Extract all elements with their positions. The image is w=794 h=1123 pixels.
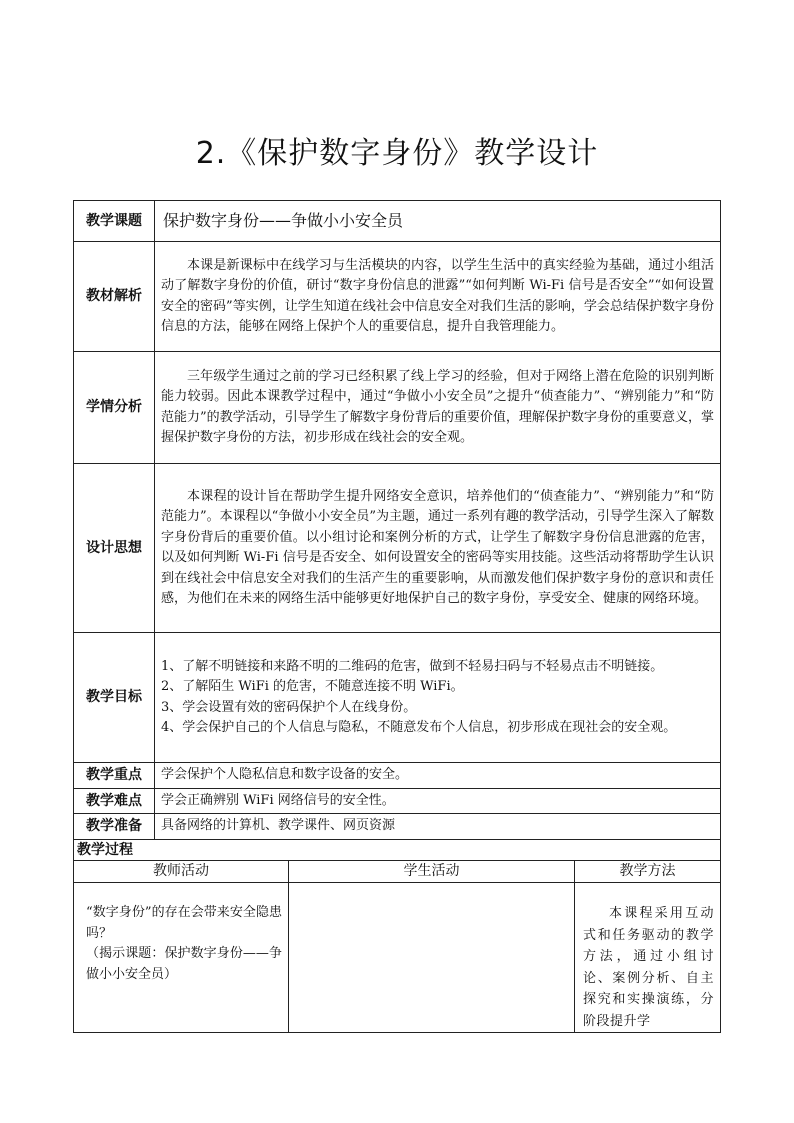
design-value: 本课程的设计旨在帮助学生提升网络安全意识，培养他们的“侦查能力”、“辨别能力”和“防范能力”。本课程以“争做小小安全员”为主题，通过一系列有趣的教学活动，引导学生深入了解数字身份背后的重要价值。以小组讨论和案例分析的方式，让学生了解数字身份信息泄露的危害，以及如何判断 Wi-Fi 信号是否安全、如何设置安全的密码等实用技能。这些活动将帮助学生认识到在线社会中信息安全对我们的生活产生的重要影响，从而激发他们保护数字身份的意识和责任感，为他们在未来的网络生活中能够更好地保护自己的数字身份，享受安全、健康的网络环境。 bbox=[155, 464, 721, 633]
key-value: 学会保护个人隐私信息和数字设备的安全。 bbox=[155, 763, 721, 789]
row-topic bbox=[74, 201, 721, 242]
teacher-activity: “数字身份”的存在会带来安全隐患吗？ （揭示课题：保护数字身份——争做小小安全员） bbox=[74, 883, 289, 1033]
student-activity-header: 学生活动 bbox=[289, 861, 575, 883]
lesson-plan-table bbox=[73, 200, 721, 1033]
teaching-method-header: 教学方法 bbox=[575, 861, 721, 883]
goal-item: 4、学会保护自己的个人信息与隐私，不随意发布个人信息，初步形成在现社会的安全观。 bbox=[161, 720, 677, 735]
topic-label: 教学课题 bbox=[74, 201, 155, 242]
row-difficulty bbox=[74, 788, 721, 814]
prep-value: 具备网络的计算机、教学课件、网页资源 bbox=[155, 814, 721, 840]
student-activity bbox=[289, 883, 575, 1033]
row-prep bbox=[74, 814, 721, 840]
teaching-method: 本课程采用互动式和任务驱动的教学方法，通过小组讨论、案例分析、自主探究和实操演练，分阶段提升学 bbox=[575, 883, 721, 1033]
students-value: 三年级学生通过之前的学习已经积累了线上学习的经验，但对于网络上潜在危险的识别判断能力较弱。因此本课教学过程中，通过“争做小小安全员”之提升“侦查能力”、“辨别能力”和“防范能力”的教学活动，引导学生了解数字身份背后的重要价值，理解保护数字身份的重要意义，掌握保护数字身份的方法，初步形成在线社会的安全观。 bbox=[155, 352, 721, 464]
document-title: 2.《保护数字身份》教学设计 bbox=[195, 136, 599, 171]
goal-item: 3、学会设置有效的密码保护个人在线身份。 bbox=[161, 699, 417, 715]
goal-item: 2、了解陌生 WiFi 的危害，不随意连接不明 WiFi。 bbox=[161, 679, 464, 694]
teacher-activity-header: 教师活动 bbox=[74, 861, 289, 883]
row-process-headers bbox=[74, 861, 721, 883]
goals-list bbox=[155, 633, 721, 763]
material-label: 教材解析 bbox=[74, 242, 155, 352]
row-key bbox=[74, 763, 721, 789]
design-label: 设计思想 bbox=[74, 464, 155, 633]
topic-value: 保护数字身份——争做小小安全员 bbox=[155, 201, 721, 242]
material-value: 本课是新课标中在线学习与生活模块的内容，以学生生活中的真实经验为基础，通过小组活动了解数字身份的价值，研讨“数字身份信息的泄露”“如何判断 Wi-Fi 信号是否安全”“如何设置安全的密码”等实例，让学生知道在线社会中信息安全对我们生活的影响，学会总结保护数字身份信息的方法，能够在网络上保护个人的重要信息，提升自我管理能力。 bbox=[155, 242, 721, 352]
row-process bbox=[74, 839, 721, 861]
difficulty-label: 教学难点 bbox=[74, 788, 155, 814]
prep-label: 教学准备 bbox=[74, 814, 155, 840]
difficulty-value: 学会正确辨别 WiFi 网络信号的安全性。 bbox=[155, 788, 721, 814]
row-design bbox=[74, 464, 721, 633]
row-goals bbox=[74, 633, 721, 763]
key-label: 教学重点 bbox=[74, 763, 155, 789]
goal-item: 1、了解不明链接和来路不明的二维码的危害，做到不轻易扫码与不轻易点击不明链接。 bbox=[161, 658, 664, 674]
students-label: 学情分析 bbox=[74, 352, 155, 464]
row-material bbox=[74, 242, 721, 352]
process-label: 教学过程 bbox=[74, 839, 721, 861]
goals-label: 教学目标 bbox=[74, 633, 155, 763]
row-process-content bbox=[74, 883, 721, 1033]
row-students bbox=[74, 352, 721, 464]
